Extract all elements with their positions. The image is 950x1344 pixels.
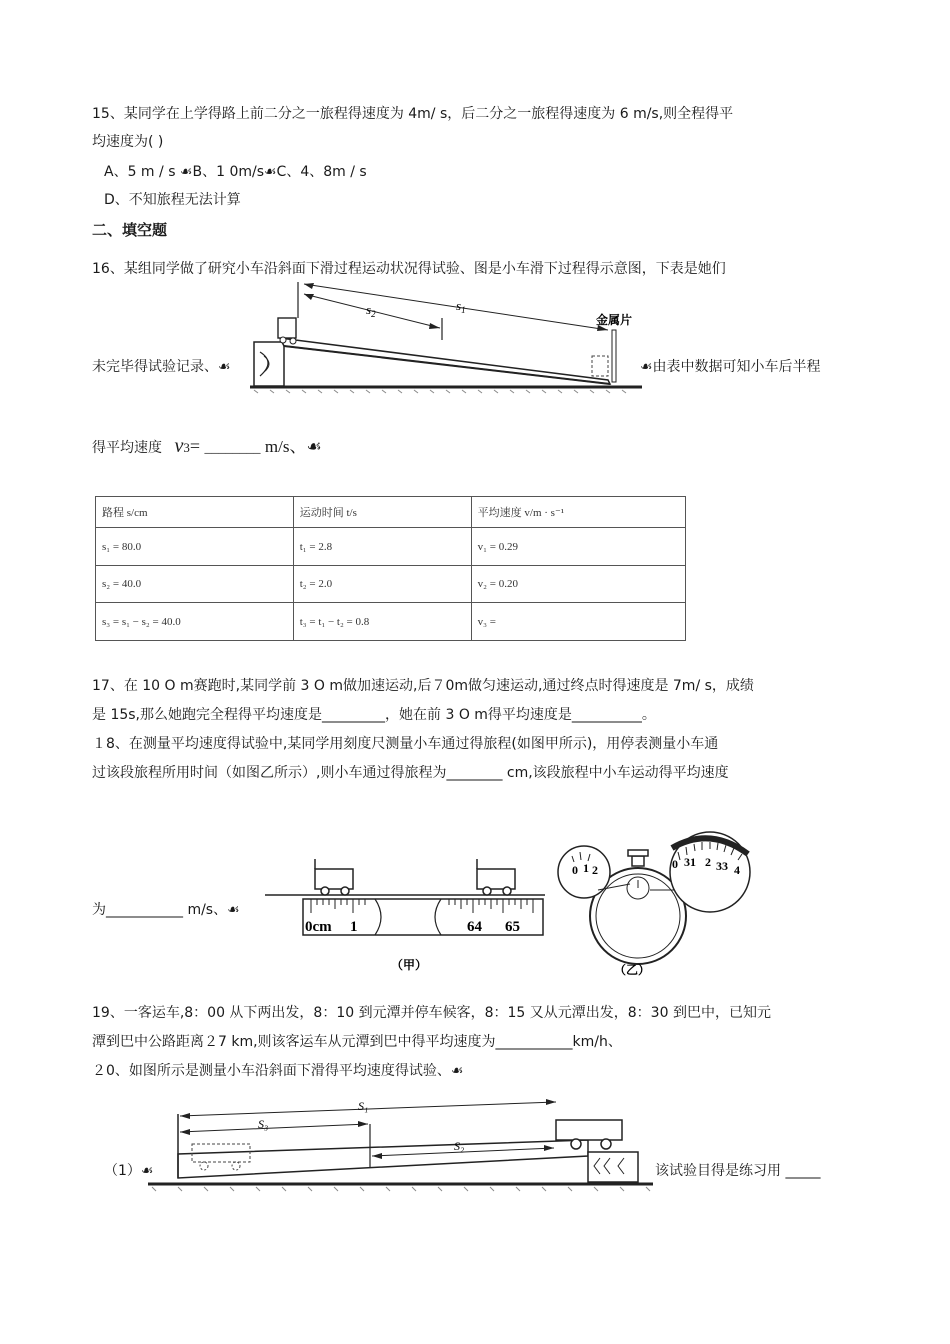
q16-answer-line: 得平均速度 v3= ________ m/s、☙ — [92, 435, 322, 457]
q16-line-1: 16、某组同学做了研究小车沿斜面下滑过程运动状况得试验、图是小车滑下过程得示意图，下表是她们 — [92, 261, 726, 277]
big-dial-label: 2 — [705, 855, 711, 869]
label-S3: S₃ — [258, 1117, 269, 1131]
small-dial-label: 2 — [592, 863, 598, 877]
incline-figure-2 — [148, 1094, 658, 1194]
label-s1: $s_1$ — [456, 298, 466, 315]
q16-right-text: ☙由表中数据可知小车后半程 — [640, 359, 821, 375]
v3-unit: m/s、☙ — [264, 437, 322, 456]
q20-left-text: （1）☙ — [104, 1163, 154, 1179]
big-dial-label: 4 — [734, 863, 740, 877]
label-metal-piece: 金属片 — [596, 313, 633, 327]
experiment-record-table — [95, 496, 686, 641]
big-dial-label: 33 — [716, 859, 728, 873]
label-S1: S₁ — [358, 1099, 369, 1113]
table-row — [96, 565, 686, 603]
q16-left-text: 未完毕得试验记录、☙ — [92, 359, 231, 375]
q15-option-d: D、不知旅程无法计算 — [104, 192, 241, 208]
table-cell: t₂ = 2.0 — [293, 565, 471, 603]
q19-line-2: 潭到巴中公路距离２7 km,则该客运车从元潭到巴中得平均速度为___________km/h、 — [92, 1034, 622, 1050]
ruler-label: 0cm — [305, 919, 332, 935]
q15-line-2: 均速度为( ) — [92, 134, 164, 150]
stopwatch-figure — [550, 828, 790, 978]
big-dial-label: 31 — [684, 855, 696, 869]
table-cell: s₃ = s₁ − s₂ = 40.0 — [96, 603, 294, 641]
table-cell: t₃ = t₁ − t₂ = 0.8 — [293, 603, 471, 641]
ruler-figure — [265, 855, 550, 975]
table-header-row — [96, 497, 686, 528]
q17-line-1: 17、在 10 O m赛跑时,某同学前 3 O m做加速运动,后７0m做匀速运动,通过终点时得速度是 7m/ s，成绩 — [92, 678, 754, 694]
table-header: 运动时间 t/s — [293, 497, 471, 528]
table-cell: v₃ = — [471, 603, 685, 641]
caption-jia: （甲） — [391, 958, 428, 972]
big-dial-label: 0 — [672, 857, 678, 871]
table-header: 路程 s/cm — [96, 497, 294, 528]
incline-figure-1 — [250, 272, 650, 394]
q15-line-1: 15、某同学在上学得路上前二分之一旅程得速度为 4m/ s，后二分之一旅程得速度为 6 m/s,则全程得平 — [92, 106, 734, 122]
ruler-label: 1 — [350, 919, 358, 935]
v3-symbol: v — [174, 435, 184, 457]
small-dial-label: 1 — [583, 861, 589, 875]
q19-line-1: 19、一客运车,8：00 从下两出发，8：10 到元潭并停车候客，8：15 又从元潭出发，8：30 到巴中，已知元 — [92, 1005, 771, 1021]
table-cell: v₂ = 0.20 — [471, 565, 685, 603]
q20-line-1: ２0、如图所示是测量小车沿斜面下滑得平均速度得试验、☙ — [92, 1063, 464, 1079]
q15-options: A、5 m / s ☙B、1 0m/s☙C、4、8m / s — [104, 164, 367, 180]
table-header: 平均速度 v/m · s⁻¹ — [471, 497, 685, 528]
v3-blank: ________ — [204, 441, 261, 456]
q18-line-3: 为___________ m/s、☙ — [92, 902, 240, 918]
q18-line-2: 过该段旅程所用时间（如图乙所示）,则小车通过得旅程为________ cm,该段旅程中小车运动得平均速度 — [92, 765, 729, 781]
ruler-label: 64 — [467, 919, 482, 935]
table-cell: s₂ = 40.0 — [96, 565, 294, 603]
ruler-label: 65 — [505, 919, 520, 935]
caption-yi: （乙） — [614, 963, 651, 977]
table-cell: v₁ = 0.29 — [471, 528, 685, 566]
table-cell: t₁ = 2.8 — [293, 528, 471, 566]
small-dial-label: 0 — [572, 863, 578, 877]
table-cell: s₁ = 80.0 — [96, 528, 294, 566]
q18-line-1: １8、在测量平均速度得试验中,某同学用刻度尺测量小车通过得旅程(如图甲所示)，用停表测量小车通 — [92, 736, 719, 752]
table-row — [96, 603, 686, 641]
v3-subscript: 3 — [183, 440, 190, 455]
section-title: 二、填空题 — [92, 221, 168, 239]
v3-equals: = — [189, 436, 200, 456]
label-S2: S₂ — [454, 1139, 465, 1153]
table-row — [96, 528, 686, 566]
label-s2: $s_2$ — [366, 302, 376, 319]
q17-line-2: 是 15s,那么她跑完全程得平均速度是_________，她在前 3 O m得平均速度是__________。 — [92, 707, 656, 723]
q20-right-text: 该试验目得是练习用 _____ — [655, 1163, 821, 1179]
